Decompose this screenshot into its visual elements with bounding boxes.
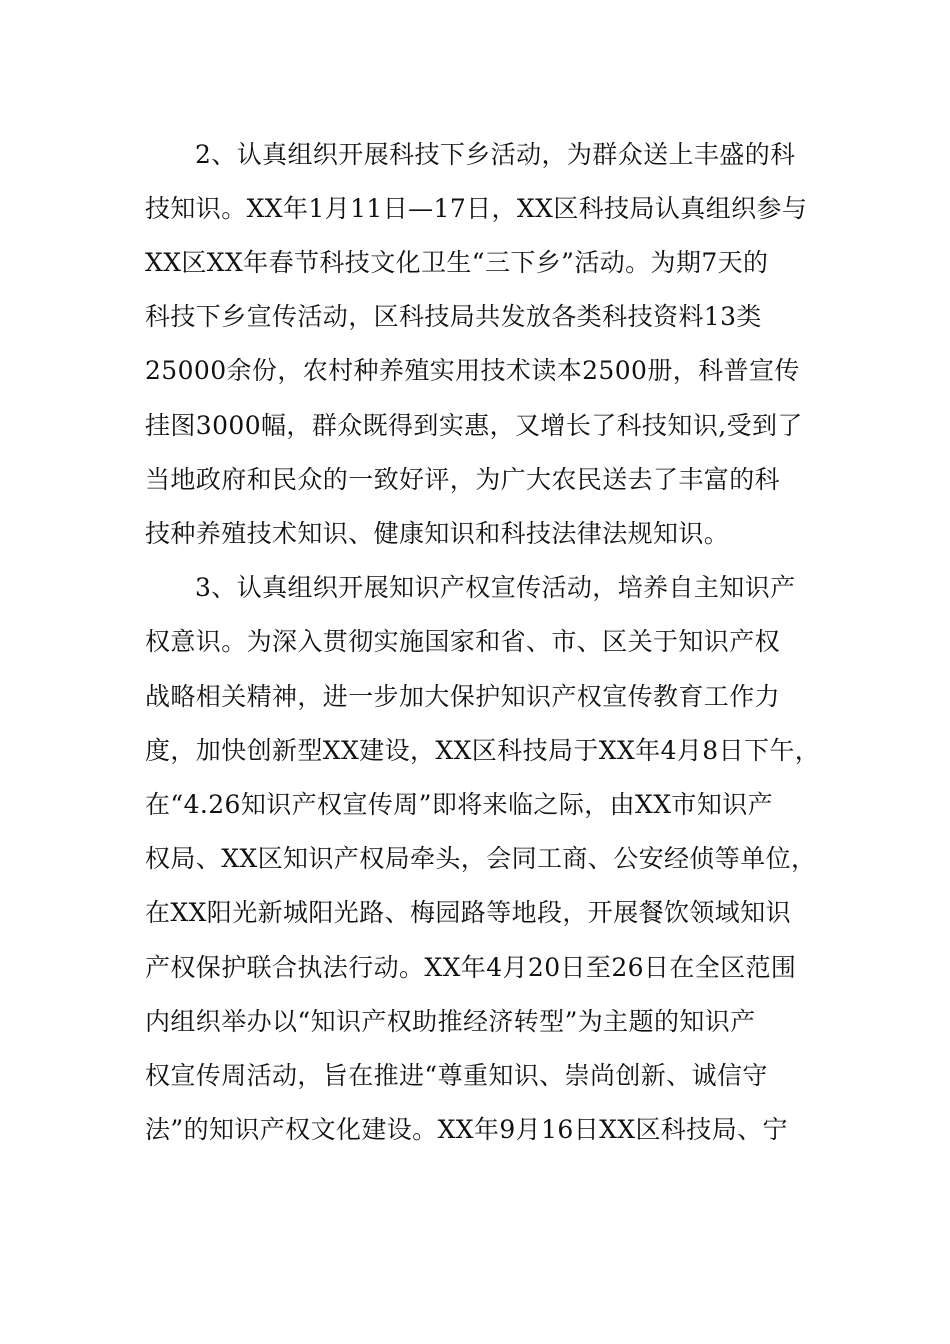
paragraph-3-line-9: 内组织举办以“知识产权助推经济转型”为主题的知识产	[145, 1007, 756, 1036]
paragraph-2-line-1: 2、认真组织开展科技下乡活动，为群众送上丰盛的科	[195, 140, 796, 169]
paragraph-2-line-6: 挂图3000幅，群众既得到实惠，又增长了科技知识,受到了	[145, 411, 803, 440]
paragraph-3-line-11: 法”的知识产权文化建设。XX年9月16日XX区科技局、宁	[145, 1115, 788, 1144]
paragraph-3-line-4: 度，加快创新型XX建设，XX区科技局于XX年4月8日下午，	[145, 736, 821, 765]
paragraph-3-line-5: 在“4.26知识产权宣传周”即将来临之际，由XX市知识产	[145, 790, 774, 819]
paragraph-3-line-6: 权局、XX区知识产权局牵头，会同工商、公安经侦等单位，	[145, 844, 817, 873]
paragraph-3-line-3: 战略相关精神，进一步加大保护知识产权宣传教育工作力	[145, 682, 781, 711]
paragraph-3-line-7: 在XX阳光新城阳光路、梅园路等地段，开展餐饮领域知识	[145, 898, 791, 927]
paragraph-2-line-5: 25000余份，农村种养殖实用技术读本2500册，科普宣传	[145, 356, 800, 385]
paragraph-2-line-4: 科技下乡宣传活动，区科技局共发放各类科技资料13类	[145, 302, 762, 331]
paragraph-2-line-7: 当地政府和民众的一致好评，为广大农民送去了丰富的科	[145, 465, 781, 494]
paragraph-3-line-10: 权宣传周活动，旨在推进“尊重知识、崇尚创新、诚信守	[145, 1061, 768, 1090]
paragraph-2-line-3: XX区XX年春节科技文化卫生“三下乡”活动。为期7天的	[145, 248, 769, 277]
paragraph-3-line-2: 权意识。为深入贯彻实施国家和省、市、区关于知识产权	[145, 627, 781, 656]
paragraph-3-line-1: 3、认真组织开展知识产权宣传活动，培养自主知识产	[195, 573, 796, 602]
paragraph-2-line-2: 技知识。XX年1月11日—17日，XX区科技局认真组织参与	[145, 194, 808, 223]
paragraph-2-line-8: 技种养殖技术知识、健康知识和科技法律法规知识。	[145, 519, 730, 548]
paragraph-3-line-8: 产权保护联合执法行动。XX年4月20日至26日在全区范围	[145, 953, 797, 982]
